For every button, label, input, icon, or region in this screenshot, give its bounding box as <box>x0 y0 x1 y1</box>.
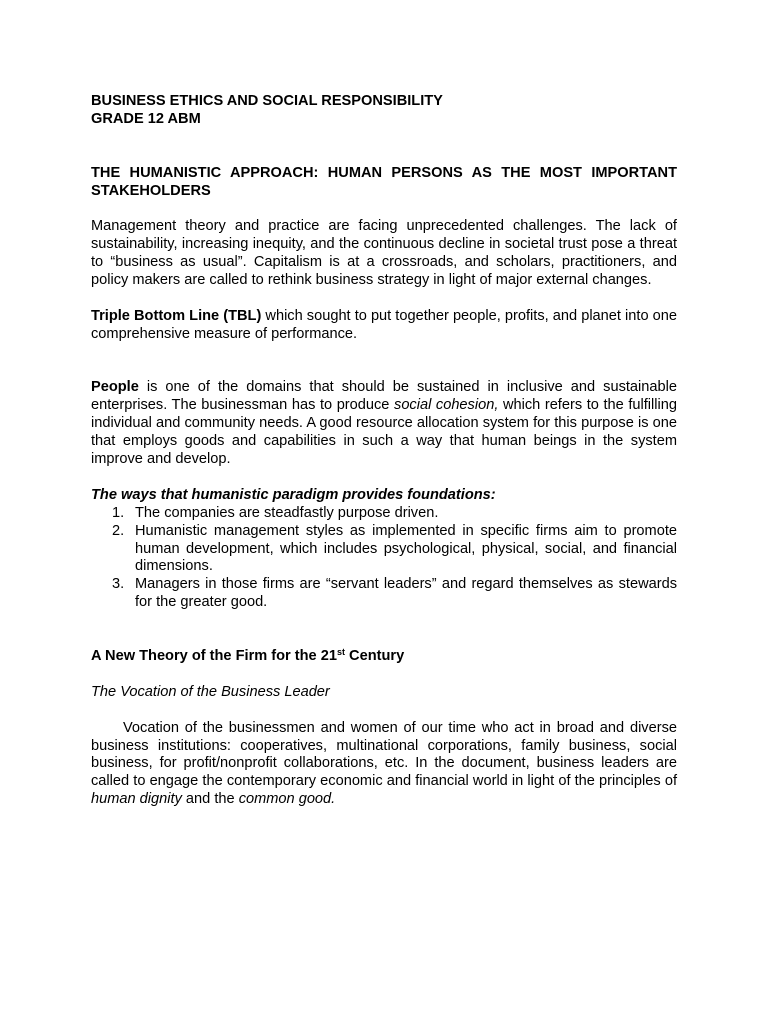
people-emphasis: social cohesion, <box>394 397 499 414</box>
grade-label: GRADE 12 ABM <box>91 110 201 127</box>
tbl-text: which sought to put together people, profits, and planet into one comprehensive measure of performance. <box>91 307 677 342</box>
vocation-text-1: Vocation of the businessmen and women of our time who act in broad and diverse business institutions: cooperatives, multinational corporations, family business, social business, for profit/nonprofit collaborations, etc. In the document, business leaders are called to engage the contemporary economic and financial world in light of the principles of <box>91 719 677 790</box>
course-title: BUSINESS ETHICS AND SOCIAL RESPONSIBILITY <box>91 93 443 109</box>
intro-paragraph: Management theory and practice are facing unprecedented challenges. The lack of sustainability, increasing inequity, and the continuous decline in societal trust pose a threat to “business as usual”. Capitalism is at a crossroads, and scholars, practitioners, and policy makers are called to rethink business strategy in light of major external changes. <box>91 218 677 289</box>
document-body <box>91 93 677 809</box>
people-text-2: which refers to the fulfilling individual and community needs. A good resource allocation system for this purpose is one that employs goods and capabilities in such a way that human beings in the system improve and develop. <box>91 397 677 468</box>
people-term: People <box>91 379 139 396</box>
list-item: Managers in those firms are “servant leaders” and regard themselves as stewards for the greater good. <box>135 576 677 611</box>
people-paragraph <box>91 379 677 469</box>
theory-title-ordinal: st <box>336 647 345 657</box>
vocation-emphasis-dignity: human dignity <box>91 791 182 808</box>
list-item: Humanistic management styles as implemented in specific firms aim to promote human development, which includes psychological, physical, social, and financial dimensions. <box>135 522 677 575</box>
tbl-term: Triple Bottom Line (TBL) <box>91 307 262 324</box>
ways-heading: The ways that humanistic paradigm provides foundations: <box>91 486 496 503</box>
ways-list <box>91 505 677 612</box>
tbl-paragraph <box>91 308 677 344</box>
theory-title <box>91 648 677 666</box>
vocation-text-2: and the <box>181 791 239 808</box>
section-title: THE HUMANISTIC APPROACH: HUMAN PERSONS AS THE MOST IMPORTANT STAKEHOLDERS <box>91 164 677 199</box>
list-item: The companies are steadfastly purpose driven. <box>135 504 439 521</box>
theory-subtitle: The Vocation of the Business Leader <box>91 683 330 700</box>
theory-title-suffix: Century <box>344 648 405 664</box>
vocation-emphasis-common-good: common good. <box>238 791 336 808</box>
vocation-paragraph <box>91 720 677 810</box>
theory-title-prefix: A New Theory of the Firm for the 21 <box>91 648 337 664</box>
people-text-1: is one of the domains that should be sustained in inclusive and sustainable enterprises. The businessman has to produce <box>91 379 677 414</box>
